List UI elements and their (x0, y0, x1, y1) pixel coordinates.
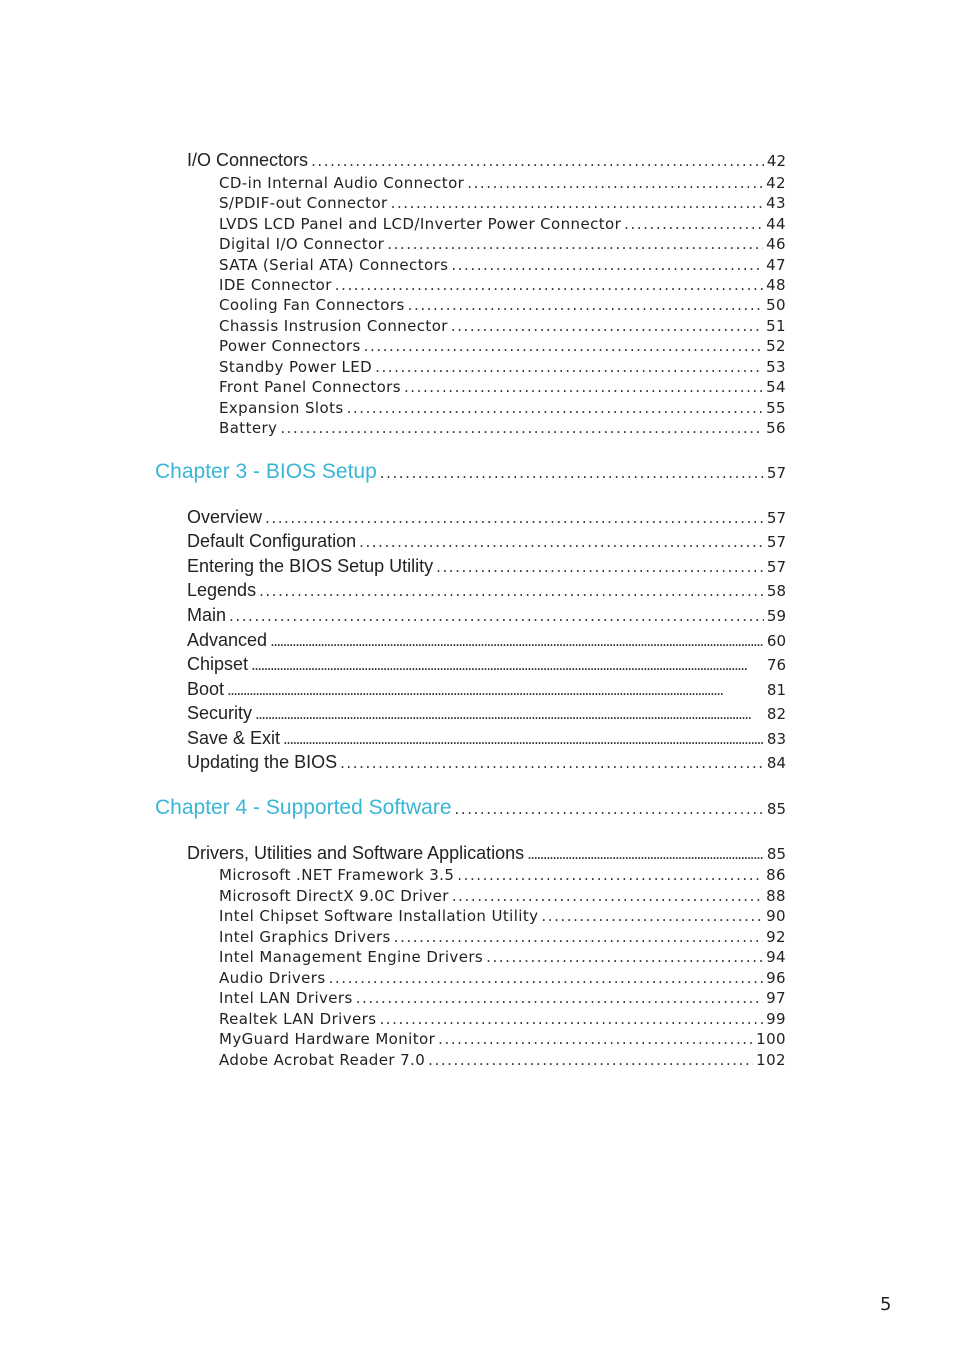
dot-leader (335, 276, 763, 294)
toc-entry[interactable] (187, 605, 786, 626)
toc-entry-page: 90 (766, 907, 786, 925)
dot-leader (455, 800, 764, 818)
toc-chapter-3[interactable] (155, 460, 786, 484)
dot-leader (364, 337, 763, 355)
chapter-heading: Chapter 3 - BIOS Setup (155, 460, 377, 483)
toc-entry[interactable] (187, 580, 786, 601)
page-number: 5 (880, 1294, 892, 1315)
toc-subentry[interactable] (219, 256, 786, 274)
toc-subentry[interactable] (219, 1030, 786, 1048)
dot-leader (486, 948, 763, 966)
toc-entry-label: Default Configuration (187, 531, 357, 551)
toc-subentry[interactable] (219, 276, 786, 294)
dot-leader (457, 866, 763, 884)
toc-subentry[interactable] (219, 969, 786, 987)
toc-entry-label: Main (187, 605, 227, 625)
dot-leader (375, 358, 763, 376)
toc-entry-page: 85 (766, 845, 786, 863)
toc-entry-page: 42 (766, 174, 786, 192)
toc-entry-label: S/PDIF-out Connector (219, 194, 388, 212)
toc-subentry[interactable] (219, 989, 786, 1007)
toc-entry-page: 43 (766, 194, 786, 212)
toc-entry-label: Power Connectors (219, 337, 361, 355)
dot-leader (283, 730, 764, 748)
toc-entry-page: 99 (766, 1010, 786, 1028)
toc-entry-page: 85 (766, 800, 786, 818)
toc-subentry[interactable] (219, 1010, 786, 1028)
toc-entry-label: Intel Chipset Software Installation Utility (219, 907, 539, 925)
toc-entry-page: 57 (766, 558, 786, 576)
dot-leader (359, 533, 764, 551)
toc-entry-label: SATA (Serial ATA) Connectors (219, 256, 449, 274)
toc-entry-page: 88 (766, 887, 786, 905)
toc-subentry[interactable] (219, 378, 786, 396)
toc-entry-label: Chassis Instrusion Connector (219, 317, 448, 335)
toc-entry-page: 57 (766, 533, 786, 551)
toc-entry-page: 48 (766, 276, 786, 294)
dot-leader (452, 887, 763, 905)
toc-entry-label: CD-in Internal Audio Connector (219, 174, 465, 192)
dot-leader (380, 464, 764, 482)
toc-entry-io-connectors[interactable] (187, 150, 786, 171)
toc-entry[interactable] (187, 556, 786, 577)
toc-entry-label: Drivers, Utilities and Software Applications (187, 843, 525, 863)
toc-entry[interactable] (187, 728, 786, 749)
toc-subentry[interactable] (219, 948, 786, 966)
toc-entry-page: 55 (766, 399, 786, 417)
toc-entry[interactable] (187, 531, 786, 552)
toc-subentry[interactable] (219, 887, 786, 905)
dot-leader (251, 656, 764, 674)
dot-leader (527, 845, 764, 863)
toc-subentry[interactable] (219, 907, 786, 925)
dot-leader (428, 1051, 753, 1069)
toc-entry-page: 83 (766, 730, 786, 748)
dot-leader (340, 754, 764, 772)
toc-entry-page: 50 (766, 296, 786, 314)
toc-subentry[interactable] (219, 194, 786, 212)
toc-entry-label: Front Panel Connectors (219, 378, 401, 396)
toc-entry-label: Security (187, 703, 253, 723)
toc-entry[interactable] (187, 679, 786, 700)
toc-entry-page: 53 (766, 358, 786, 376)
toc-entry-page: 57 (766, 464, 786, 482)
dot-leader (541, 907, 763, 925)
toc-entry-label: Boot (187, 679, 225, 699)
toc-entry-label: Entering the BIOS Setup Utility (187, 556, 434, 576)
toc-entry-page: 42 (766, 152, 786, 170)
toc-entry-page: 76 (766, 656, 786, 674)
toc-entry-label: Updating the BIOS (187, 752, 338, 772)
toc-entry-label: Overview (187, 507, 263, 527)
toc-entry-label: Cooling Fan Connectors (219, 296, 405, 314)
toc-entry-label: Microsoft .NET Framework 3.5 (219, 866, 455, 884)
toc-subentry[interactable] (219, 419, 786, 437)
toc-entry-page: 46 (766, 235, 786, 253)
dot-leader (259, 582, 764, 600)
toc-entry-page: 102 (756, 1051, 786, 1069)
toc-entry-label: Intel LAN Drivers (219, 989, 353, 1007)
toc-entry-page: 56 (766, 419, 786, 437)
dot-leader (280, 419, 763, 437)
dot-leader (356, 989, 763, 1007)
dot-leader (404, 378, 763, 396)
chapter-heading: Chapter 4 - Supported Software (155, 796, 452, 819)
toc-entry-page: 44 (766, 215, 786, 233)
dot-leader (394, 928, 763, 946)
toc-entry-label: Microsoft DirectX 9.0C Driver (219, 887, 449, 905)
toc-entry-page: 51 (766, 317, 786, 335)
toc-entry-label: Save & Exit (187, 728, 281, 748)
toc-entry-page: 58 (766, 582, 786, 600)
dot-leader (467, 174, 763, 192)
toc-entry[interactable] (187, 703, 786, 724)
toc-entry-label: Intel Graphics Drivers (219, 928, 391, 946)
toc-entry-label: I/O Connectors (187, 150, 309, 170)
dot-leader (311, 152, 764, 170)
toc-entry-page: 47 (766, 256, 786, 274)
toc-entry-page: 97 (766, 989, 786, 1007)
toc-subentry[interactable] (219, 1051, 786, 1069)
toc-entry-page: 52 (766, 337, 786, 355)
dot-leader (436, 558, 764, 576)
dot-leader (270, 632, 764, 650)
toc-entry-label: Battery (219, 419, 278, 437)
toc-entry-page: 81 (766, 681, 786, 699)
toc-entry-label: Expansion Slots (219, 399, 344, 417)
toc-subentry[interactable] (219, 928, 786, 946)
toc-entry[interactable] (187, 752, 786, 773)
toc-subentry[interactable] (219, 296, 786, 314)
toc-entry-page: 54 (766, 378, 786, 396)
dot-leader (438, 1030, 753, 1048)
toc-entry-page: 82 (766, 705, 786, 723)
toc-entry-page: 60 (766, 632, 786, 650)
toc-entry-page: 86 (766, 866, 786, 884)
dot-leader (391, 194, 763, 212)
dot-leader (451, 317, 763, 335)
dot-leader (227, 681, 764, 699)
toc-entry-page: 84 (766, 754, 786, 772)
toc-entry-label: Chipset (187, 654, 249, 674)
toc-entry-label: MyGuard Hardware Monitor (219, 1030, 436, 1048)
toc-entry-page: 57 (766, 509, 786, 527)
toc-entry-label: Audio Drivers (219, 969, 326, 987)
dot-leader (451, 256, 763, 274)
toc-entry-label: Adobe Acrobat Reader 7.0 (219, 1051, 426, 1069)
dot-leader (329, 969, 764, 987)
toc-entry[interactable] (187, 507, 786, 528)
toc-entry[interactable] (187, 630, 786, 651)
toc-entry-page: 59 (766, 607, 786, 625)
toc-subentry[interactable] (219, 174, 786, 192)
toc-subentry[interactable] (219, 317, 786, 335)
dot-leader (255, 705, 764, 723)
toc-entry-page: 92 (766, 928, 786, 946)
toc-subentry[interactable] (219, 235, 786, 253)
toc-subentry[interactable] (219, 358, 786, 376)
dot-leader (408, 296, 763, 314)
dot-leader (387, 235, 763, 253)
toc-entry-label: LVDS LCD Panel and LCD/Inverter Power Connector (219, 215, 622, 233)
dot-leader (379, 1010, 763, 1028)
dot-leader (265, 509, 764, 527)
toc-entry-label: Intel Management Engine Drivers (219, 948, 484, 966)
toc-entry-page: 96 (766, 969, 786, 987)
toc-entry-label: Advanced (187, 630, 268, 650)
toc-entry-label: Legends (187, 580, 257, 600)
toc-entry-label: Standby Power LED (219, 358, 373, 376)
dot-leader (624, 215, 763, 233)
dot-leader (347, 399, 764, 417)
toc-chapter-4[interactable] (155, 796, 786, 820)
toc-subentry[interactable] (219, 399, 786, 417)
toc-entry[interactable] (187, 654, 786, 675)
toc-entry-page: 94 (766, 948, 786, 966)
toc-entry-page: 100 (756, 1030, 786, 1048)
toc-entry-label: Realtek LAN Drivers (219, 1010, 377, 1028)
toc-entry-label: IDE Connector (219, 276, 332, 294)
dot-leader (229, 607, 764, 625)
toc-entry-label: Digital I/O Connector (219, 235, 385, 253)
toc-entry-drivers[interactable] (187, 843, 786, 864)
toc-subentry[interactable] (219, 337, 786, 355)
toc-subentry[interactable] (219, 866, 786, 884)
toc-subentry[interactable] (219, 215, 786, 233)
